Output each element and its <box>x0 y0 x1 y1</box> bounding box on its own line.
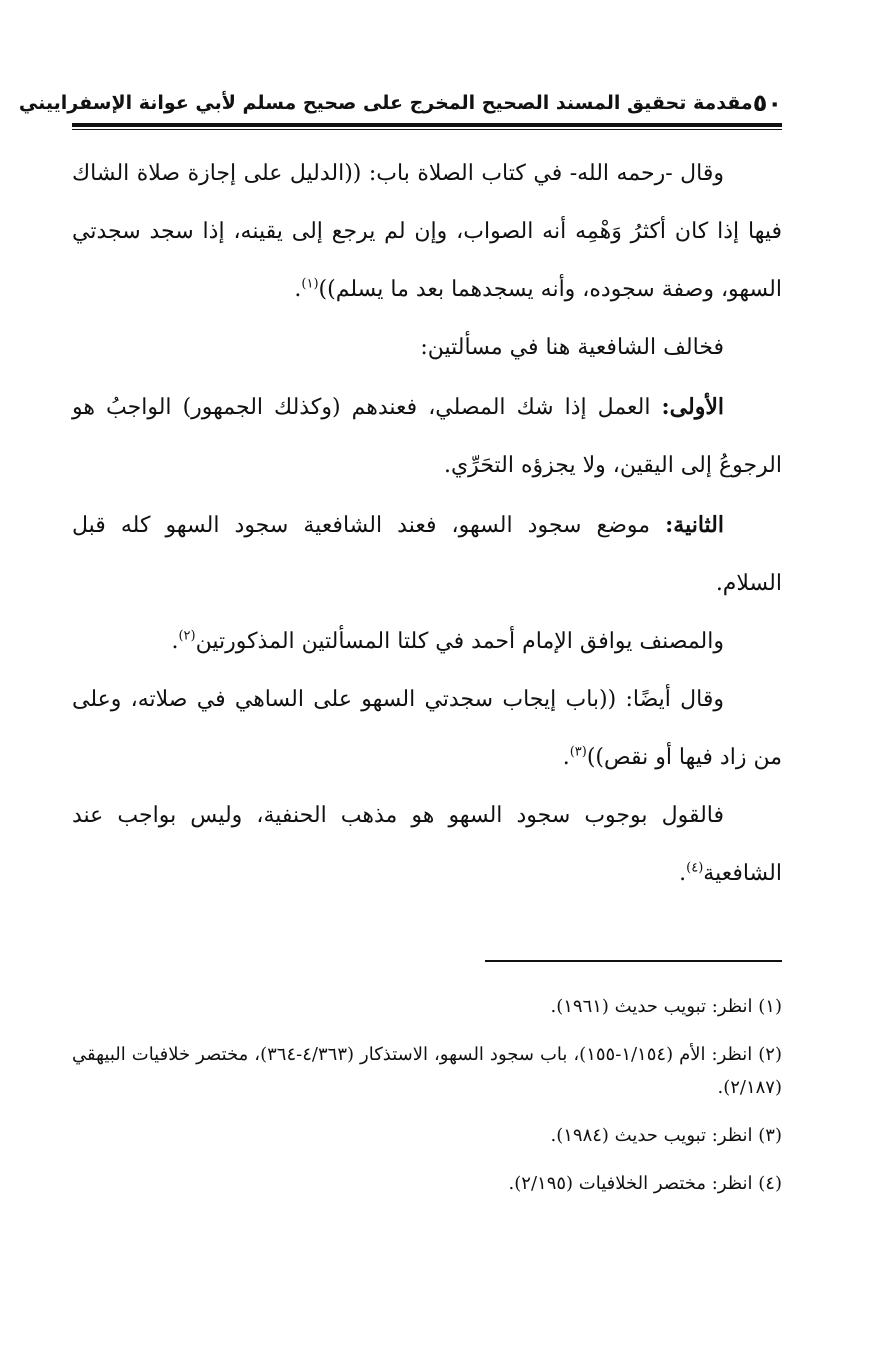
footnote-separator <box>485 960 782 962</box>
header-rule-thin <box>72 129 782 130</box>
footnote-ref-1: (١) <box>301 276 319 292</box>
paragraph-3-text: العمل إذا شك المصلي، فعندهم (وكذلك الجمهور) الواجبُ هو الرجوعُ إلى اليقين، ولا يجزؤه التحَرِّي. <box>72 395 782 478</box>
footnote-2: (٢) انظر: الأم (١/١٥٤-١٥٥)، باب سجود السهو، الاستذكار (٤/٣٦٣-٣٦٤)، مختصر خلافيات البيهقي (٢/١٨٧). <box>72 1044 782 1098</box>
footnote-ref-3: (٣) <box>569 744 587 760</box>
paragraph-5-text: والمصنف يوافق الإمام أحمد في كلتا المسألتين المذكورتين <box>195 629 724 654</box>
paragraph-3 <box>72 378 782 495</box>
paragraph-1 <box>72 145 782 319</box>
footnote-4: (٤) انظر: مختصر الخلافيات (٢/١٩٥). <box>508 1173 782 1194</box>
paragraph-2-text: فخالف الشافعية هنا في مسألتين: <box>420 335 724 360</box>
footnote-1: (١) انظر: تبويب حديث (١٩٦١). <box>550 996 782 1017</box>
paragraph-2 <box>72 319 782 377</box>
paragraph-7-end: . <box>679 861 687 886</box>
header-rule-thick <box>72 123 782 127</box>
paragraph-1-end: . <box>294 277 302 302</box>
paragraph-6-text: وقال أيضًا: ((باب إيجاب سجدتي السهو على الساهي في صلاته، وعلى من زاد فيها أو نقص)) <box>72 687 782 770</box>
point-label-second: الثانية: <box>665 512 724 538</box>
page-number: ٥٠ <box>752 89 782 117</box>
page-header <box>18 82 782 118</box>
paragraph-4-text: موضع سجود السهو، فعند الشافعية سجود السهو كله قبل السلام. <box>72 513 782 596</box>
paragraph-5-end: . <box>171 629 179 654</box>
main-text <box>72 145 782 903</box>
paragraph-6-end: . <box>562 745 570 770</box>
footnote-3: (٣) انظر: تبويب حديث (١٩٨٤). <box>550 1125 782 1146</box>
footnotes <box>72 990 782 1200</box>
running-title: مقدمة تحقيق المسند الصحيح المخرج على صحيح مسلم لأبي عوانة الإسفراييني <box>18 92 753 114</box>
paragraph-7-text: فالقول بوجوب سجود السهو هو مذهب الحنفية، وليس بواجب عند الشافعية <box>72 803 782 886</box>
point-label-first: الأولى: <box>661 394 724 420</box>
paragraph-5 <box>72 613 782 671</box>
paragraph-7 <box>72 787 782 903</box>
footnote-ref-2: (٢) <box>178 628 196 644</box>
paragraph-6 <box>72 671 782 787</box>
paragraph-1-text: وقال -رحمه الله- في كتاب الصلاة باب: ((الدليل على إجازة صلاة الشاك فيها إذا كان أكثرُ وَهْمِه أنه الصواب، وإن لم يرجع إلى يقينه، إذا سجد سجدتي السهو، وصفة سجوده، وأنه يسجدهما بعد ما يسلم)) <box>72 161 782 302</box>
footnote-ref-4: (٤) <box>686 860 704 876</box>
paragraph-4 <box>72 496 782 613</box>
